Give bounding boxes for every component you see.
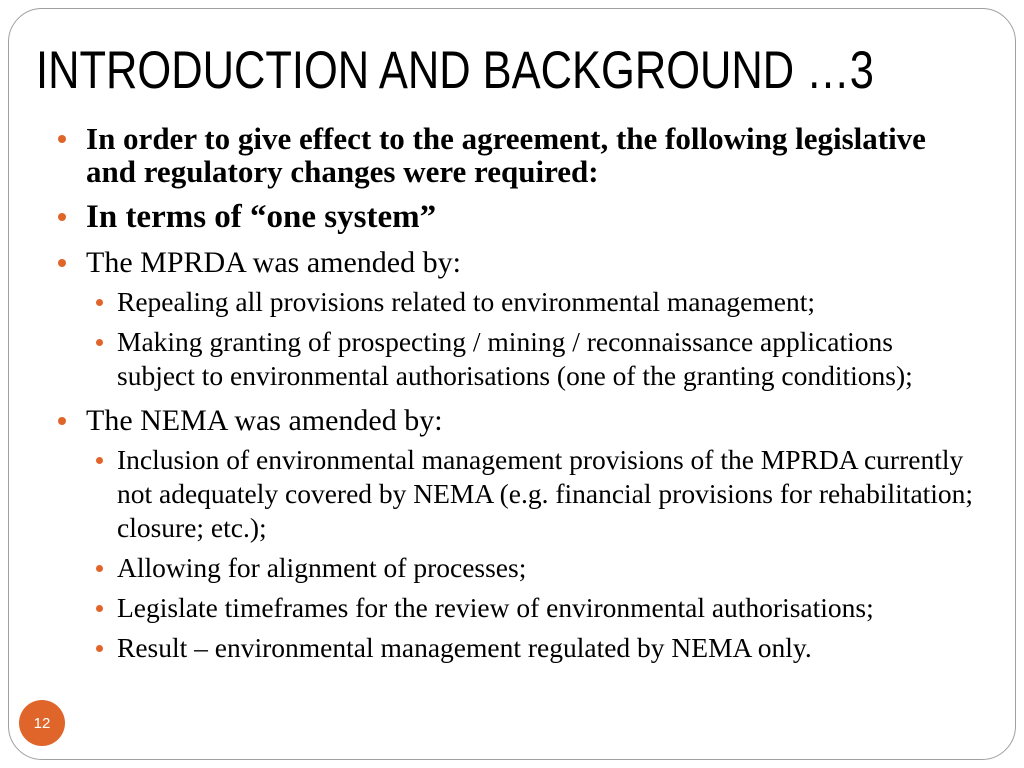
- sub-bullet-item: [117, 631, 989, 665]
- sub-bullet-list: [86, 285, 958, 393]
- sub-bullet-dot-icon: [96, 645, 103, 652]
- bullet-item: [86, 246, 958, 393]
- sub-bullet-dot-icon: [96, 339, 103, 346]
- sub-bullet-item: [117, 443, 989, 545]
- sub-bullet-text: Making granting of prospecting / mining / reconnaissance applications subject to environmental authorisations (one of the granting conditions);: [117, 326, 913, 391]
- slide-title-text: INTRODUCTION AND BACKGROUND …3: [36, 44, 874, 100]
- bullet-text: In terms of “one system”: [86, 199, 437, 235]
- sub-bullet-dot-icon: [96, 565, 103, 572]
- sub-bullet-text: Inclusion of environmental management provisions of the MPRDA currently not adequately covered by NEMA (e.g. financial provisions for rehabilitation; closure; etc.);: [117, 444, 974, 543]
- bullet-dot-icon: [58, 259, 66, 267]
- sub-bullet-item: [117, 551, 989, 585]
- bullet-item: [86, 199, 958, 235]
- bullet-dot-icon: [58, 213, 66, 221]
- page-number-badge: [19, 700, 65, 746]
- bullet-item: [86, 404, 974, 665]
- sub-bullet-dot-icon: [96, 299, 103, 306]
- bullet-text: The MPRDA was amended by:: [86, 246, 461, 279]
- sub-bullet-item: [117, 591, 989, 625]
- bullet-item: [86, 122, 958, 188]
- bullet-text: The NEMA was amended by:: [86, 404, 443, 437]
- sub-bullet-item: [117, 325, 947, 393]
- bullet-dot-icon: [58, 135, 66, 143]
- sub-bullet-text: Allowing for alignment of processes;: [117, 552, 527, 583]
- bullet-text: In order to give effect to the agreement, the following legislative and regulatory changes were required:: [86, 121, 926, 189]
- sub-bullet-text: Repealing all provisions related to environmental management;: [117, 286, 815, 317]
- sub-bullet-text: Result – environmental management regulated by NEMA only.: [117, 632, 812, 663]
- sub-bullet-list: [86, 443, 974, 665]
- page-number: 12: [33, 714, 51, 732]
- bullet-dot-icon: [58, 417, 66, 425]
- sub-bullet-dot-icon: [96, 605, 103, 612]
- sub-bullet-dot-icon: [96, 457, 103, 464]
- slide-title: [36, 44, 996, 108]
- sub-bullet-item: [117, 285, 989, 319]
- sub-bullet-text: Legislate timeframes for the review of environmental authorisations;: [117, 592, 874, 623]
- bullet-list: [0, 122, 1024, 665]
